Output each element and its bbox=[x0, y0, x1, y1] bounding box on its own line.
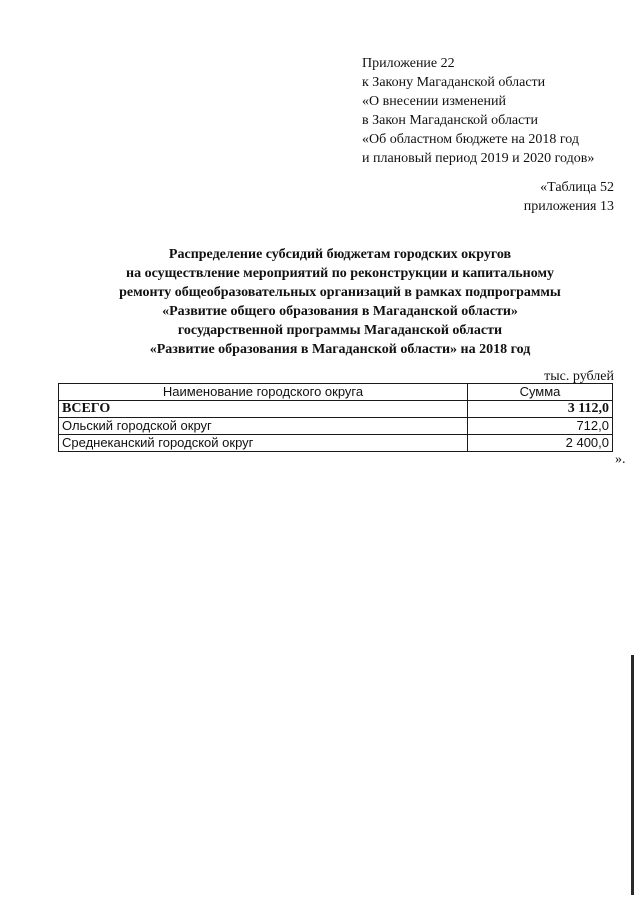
table-total-row bbox=[59, 401, 613, 418]
row-sum: 2 400,0 bbox=[468, 435, 613, 452]
appendix-header-line: и плановый период 2019 и 2020 годов» bbox=[362, 151, 595, 166]
appendix-header bbox=[362, 54, 594, 168]
title-line: ремонту общеобразовательных организаций в рамках подпрограммы bbox=[119, 285, 561, 300]
total-label: ВСЕГО bbox=[59, 401, 468, 418]
closing-quote-mark: ». bbox=[615, 452, 626, 467]
appendix-header-line: Приложение 22 bbox=[362, 56, 455, 71]
header-name: Наименование городского округа bbox=[59, 384, 468, 401]
appendix-header-line: «Об областном бюджете на 2018 год bbox=[362, 132, 579, 147]
table-reference bbox=[524, 178, 614, 216]
units-label: тыс. рублей bbox=[544, 369, 614, 384]
title-line: на осуществление мероприятий по реконструкции и капитальному bbox=[126, 266, 554, 281]
appendix-header-line: «О внесении изменений bbox=[362, 94, 506, 109]
title-line: «Развитие образования в Магаданской области» на 2018 год bbox=[149, 342, 531, 357]
document-title bbox=[40, 245, 640, 359]
title-line: государственной программы Магаданской области bbox=[177, 323, 503, 338]
row-sum: 712,0 bbox=[468, 418, 613, 435]
table-reference-number: «Таблица 52 bbox=[540, 180, 614, 195]
header-sum: Сумма bbox=[468, 384, 613, 401]
row-name: Среднеканский городской округ bbox=[59, 435, 468, 452]
total-sum: 3 112,0 bbox=[468, 401, 613, 418]
title-line: «Развитие общего образования в Магаданской области» bbox=[162, 304, 518, 319]
row-name: Ольский городской округ bbox=[59, 418, 468, 435]
table-reference-appendix: приложения 13 bbox=[523, 199, 614, 214]
title-line: Распределение субсидий бюджетам городских округов bbox=[168, 247, 512, 262]
table-header-row bbox=[59, 384, 613, 401]
table-row bbox=[59, 418, 613, 435]
appendix-header-line: в Закон Магаданской области bbox=[362, 113, 538, 128]
table-row bbox=[59, 435, 613, 452]
scan-edge-mark bbox=[631, 655, 634, 895]
appendix-header-line: к Закону Магаданской области bbox=[362, 75, 546, 90]
subsidy-distribution-table bbox=[58, 383, 613, 452]
